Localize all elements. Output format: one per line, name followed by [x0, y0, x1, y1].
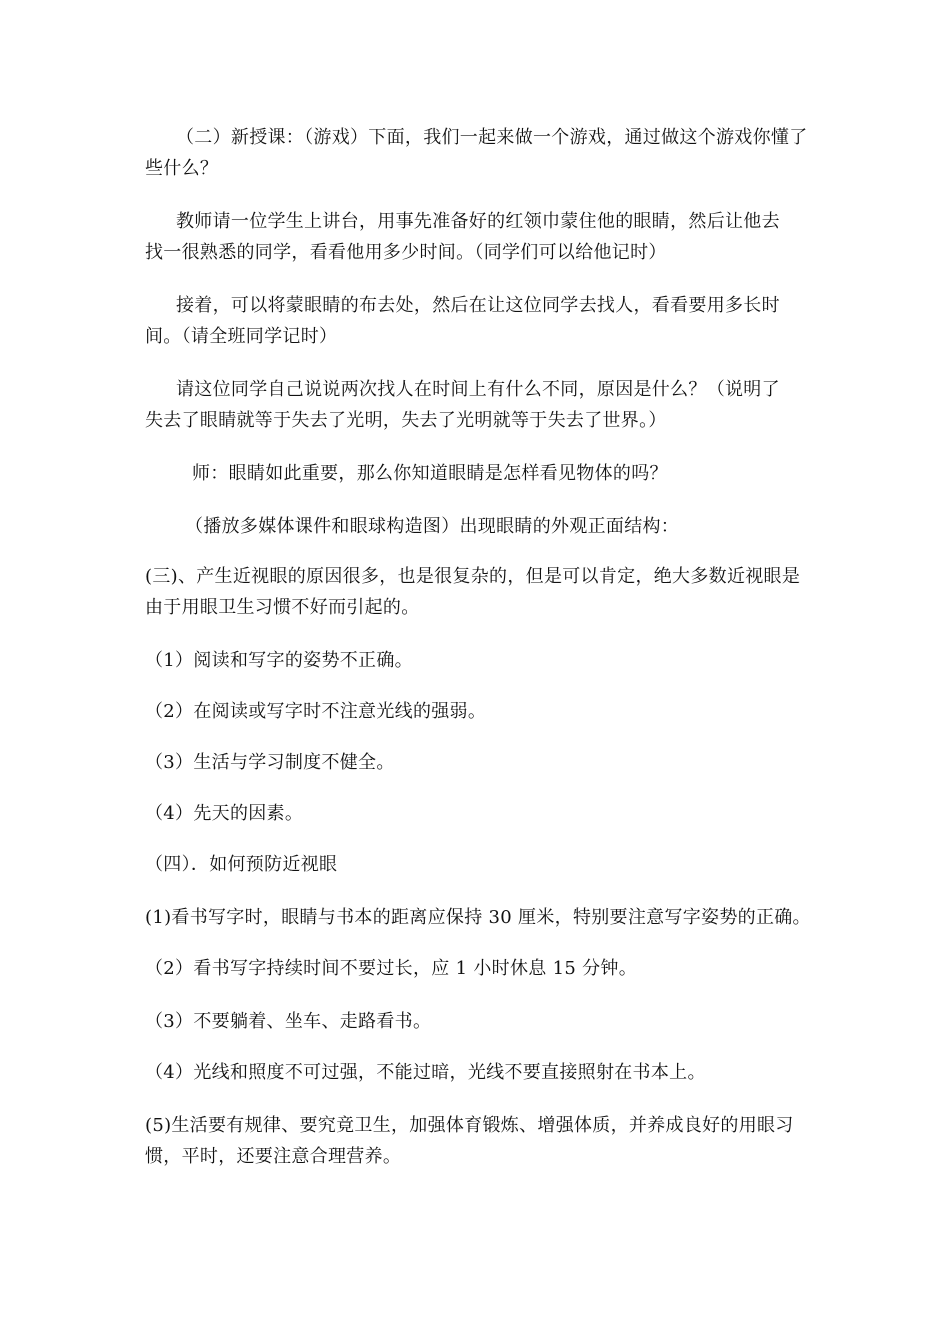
list-item: （3）不要躺着、坐车、走路看书。: [145, 1011, 432, 1032]
section-heading: （四）．如何预防近视眼: [145, 854, 338, 875]
paragraph-line: 失去了眼睛就等于失去了光明，失去了光明就等于失去了世界。）: [145, 410, 667, 431]
list-item: （3）生活与学习制度不健全。: [145, 752, 395, 773]
list-item: （1）阅读和写字的姿势不正确。: [145, 650, 413, 671]
paragraph-line: 师：眼睛如此重要，那么你知道眼睛是怎样看见物体的吗？: [192, 463, 668, 484]
list-item: （2）在阅读或写字时不注意光线的强弱。: [145, 701, 487, 722]
list-item: (5)生活要有规律、要究竟卫生，加强体育锻炼、增强体质，并养成良好的用眼习: [145, 1115, 794, 1136]
paragraph-line: 请这位同学自己说说两次找人在时间上有什么不同，原因是什么？（说明了: [176, 379, 780, 400]
paragraph-line: （播放多媒体课件和眼球构造图）出现眼睛的外观正面结构：: [185, 516, 680, 537]
list-item: 惯，平时，还要注意合理营养。: [145, 1146, 402, 1167]
paragraph-line: 接着，可以将蒙眼睛的布去处，然后在让这位同学去找人，看看要用多长时: [176, 295, 780, 316]
paragraph-line: 教师请一位学生上讲台，用事先准备好的红领巾蒙住他的眼睛，然后让他去: [176, 211, 780, 232]
paragraph-line: (三)、产生近视眼的原因很多，也是很复杂的，但是可以肯定，绝大多数近视眼是: [145, 566, 801, 587]
paragraph-line: 些什么？: [145, 158, 219, 179]
paragraph-line: 间。（请全班同学记时）: [145, 326, 338, 347]
list-item: （4）光线和照度不可过强，不能过暗，光线不要直接照射在书本上。: [145, 1062, 706, 1083]
list-item: (1)看书写字时，眼睛与书本的距离应保持 30 厘米，特别要注意写字姿势的正确。: [145, 907, 811, 928]
list-item: （2）看书写字持续时间不要过长，应 1 小时休息 15 分钟。: [145, 958, 637, 979]
paragraph-line: 找一很熟悉的同学，看看他用多少时间。（同学们可以给他记时）: [145, 242, 667, 263]
paragraph-line: 由于用眼卫生习惯不好而引起的。: [145, 597, 420, 618]
list-item: （4）先天的因素。: [145, 803, 304, 824]
paragraph-line: （二）新授课：（游戏）下面，我们一起来做一个游戏，通过做这个游戏你懂了: [176, 127, 808, 148]
